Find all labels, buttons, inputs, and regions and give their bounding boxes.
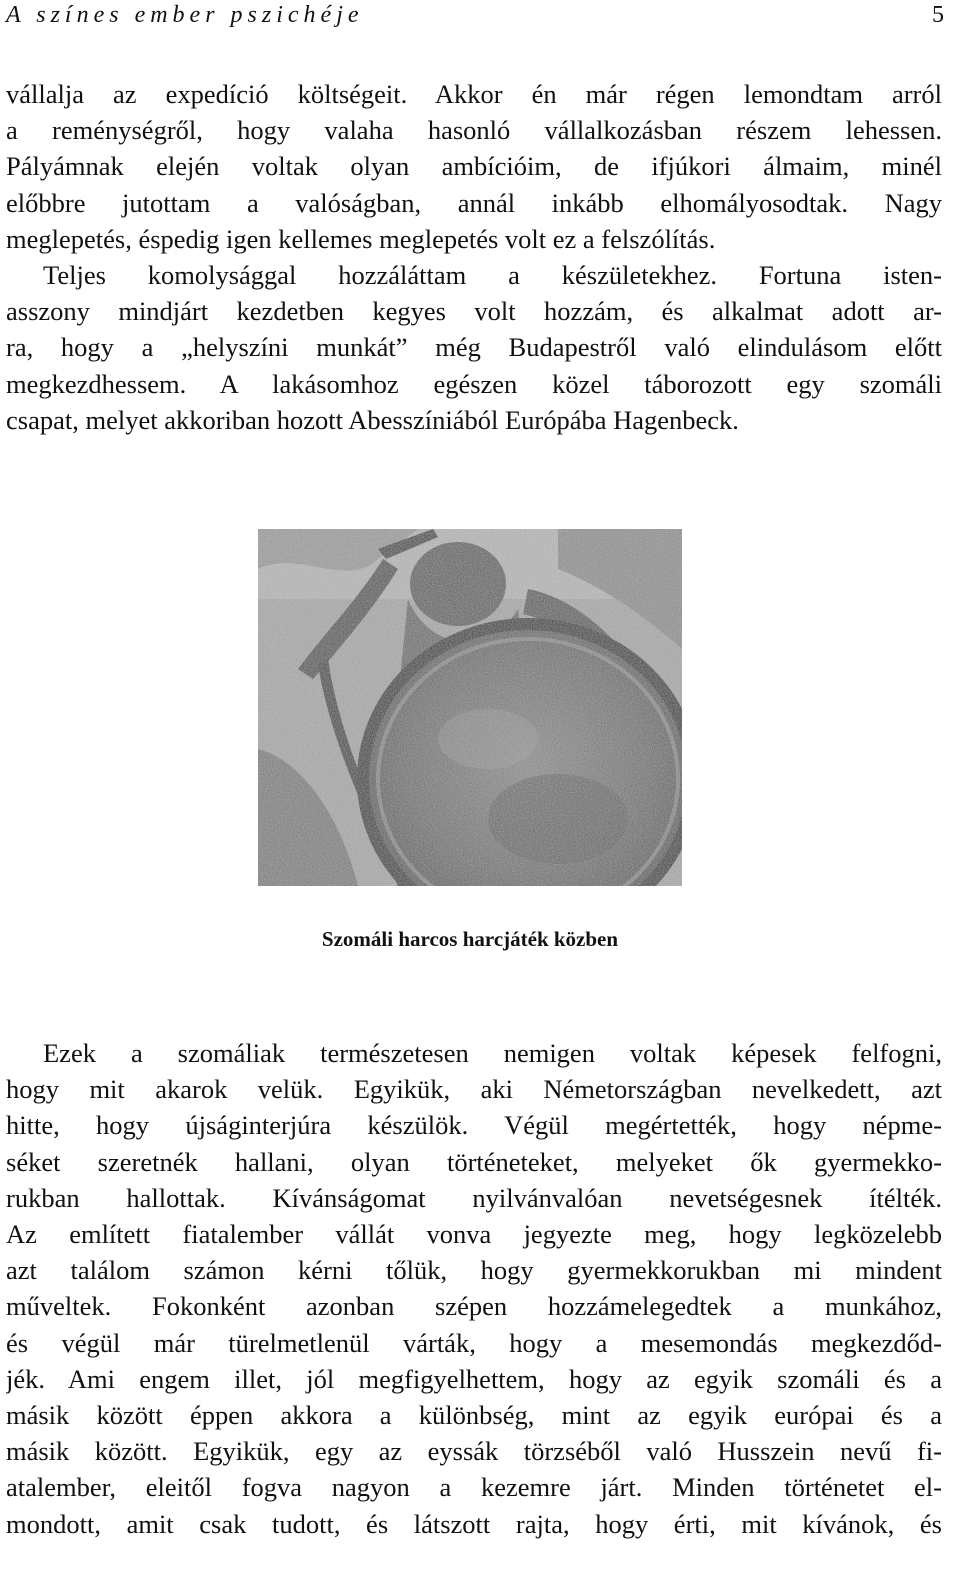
figure-caption: Szomáli harcos harcjáték közben (321, 927, 619, 951)
text-line: Ezek a szomáliak természetesen nemigen voltak képesek felfogni, (43, 1038, 942, 1068)
text-line: Teljes komolysággal hozzáláttam a készületekhez. Fortuna isten- (43, 260, 942, 291)
halftone-photo-image (258, 529, 682, 886)
text-line: hogy mit akarok velük. Egyikük, aki Németországban nevelkedett, azt (6, 1074, 942, 1105)
text-line: műveltek. Fokonként azonban szépen hozzámelegedtek a munkához, (6, 1291, 942, 1322)
paragraph-top (6, 76, 942, 438)
paragraph-bottom (6, 1035, 942, 1542)
running-title: A színes ember pszichéje (6, 1, 364, 28)
text-line: rukban hallottak. Kívánságomat nyilvánvalóan nevetségesnek ítélték. (6, 1182, 942, 1213)
photo-somali-warrior (258, 529, 682, 886)
text-line: asszony mindjárt kezdetben kegyes volt hozzám, és alkalmat adott ar- (6, 296, 942, 327)
text-line: a reménységről, hogy valaha hasonló vállalkozásban részem lehessen. (6, 115, 942, 146)
text-line: csapat, melyet akkoriban hozott Abesszíniából Európába Hagenbeck. (6, 404, 739, 435)
text-line: ra, hogy a „helyszíni munkát” még Budapestről való elindulásom előtt (6, 332, 942, 363)
text-line: és végül már türelmetlenül várták, hogy a mesemondás megkezdőd- (6, 1327, 942, 1358)
text-line: Pályámnak elején voltak olyan ambícióim, de ifjúkori álmaim, minél (6, 151, 942, 182)
text-line: atalember, eleitől fogva nagyon a kezemre járt. Minden történetet el- (6, 1472, 942, 1503)
text-line: előbbre jutottam a valóságban, annál inkább elhomályosodtak. Nagy (6, 187, 942, 218)
text-line: Az említett fiatalember vállát vonva jegyezte meg, hogy legközelebb (6, 1219, 942, 1250)
text-line: azt találom számon kérni tőlük, hogy gyermekkorukban mi mindent (6, 1255, 942, 1286)
text-line: mondott, amit csak tudott, és látszott rajta, hogy érti, mit kívánok, és (6, 1508, 942, 1539)
text-line: séket szeretnék hallani, olyan történeteket, melyeket ők gyermekko- (6, 1146, 942, 1177)
text-line: jék. Ami engem illet, jól megfigyelhettem, hogy az egyik szomáli és a (6, 1363, 942, 1394)
text-line: meglepetés, éspedig igen kellemes meglepetés volt ez a felszólítás. (6, 223, 716, 254)
page-number: 5 (932, 1, 944, 28)
text-line: hitte, hogy újságinterjúra készülök. Végül megértették, hogy népme- (6, 1110, 942, 1141)
text-line: megkezdhessem. A lakásomhoz egészen közel táborozott egy szomáli (6, 368, 942, 399)
text-line: másik között éppen akkora a különbség, mint az egyik európai és a (6, 1400, 942, 1431)
page-header (6, 0, 944, 30)
text-line: vállalja az expedíció költségeit. Akkor én már régen lemondtam arról (6, 79, 942, 109)
text-line: másik között. Egyikük, egy az eyssák törzséből való Husszein nevű fi- (6, 1436, 942, 1467)
